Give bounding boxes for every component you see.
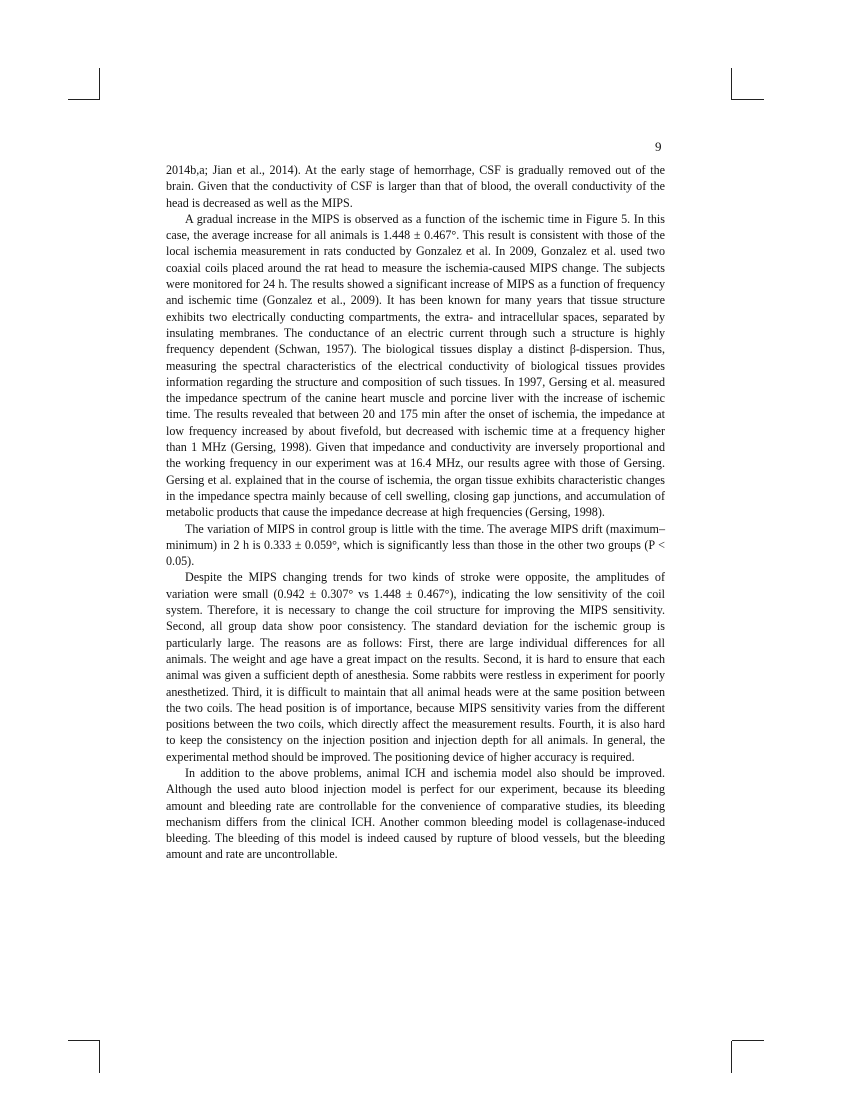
page-number: 9	[655, 139, 662, 154]
paragraph-sensitivity-limitations: Despite the MIPS changing trends for two kinds of stroke were opposite, the amplitudes of variation were small (0.942 ± 0.307° vs 1.448 ± 0.467°), indicating the low sensitivity of the coil system. Therefore, it is necessary to change the coil structure for improving the MIPS sensitivity. Second, all group data show poor consistency. The standard deviation for the ischemic group is particularly large. The reasons are as follows: First, there are large individual differences for all animals. The weight and age have a great impact on the results. Second, it is hard to ensure that each animal was given a sufficient depth of anesthesia. Some rabbits were restless in experiment for poorly anesthetized. Third, it is difficult to maintain that all animal heads were at the same position between the two coils. The head position is of importance, because MIPS sensitivity varies from the different positions between the two coils, which directly affect the measurement results. Fourth, it is also hard to keep the consistency on the injection position and injection depth for all animals. In general, the experimental method should be improved. The positioning device of higher accuracy is required.	[166, 570, 665, 764]
crop-mark-top-left-horizontal	[68, 99, 100, 100]
crop-mark-top-left-vertical	[99, 68, 100, 100]
paragraph-continuation: 2014b,a; Jian et al., 2014). At the early stage of hemorrhage, CSF is gradually removed out of the brain. Given that the conductivity of CSF is larger than that of blood, the overall conductivity of the head is decreased as well as the MIPS.	[166, 163, 665, 210]
crop-mark-top-right-vertical	[731, 68, 732, 100]
paragraph-model-improvement: In addition to the above problems, animal ICH and ischemia model also should be improved. Although the used auto blood injection model is perfect for our experiment, because its bleeding amount and bleeding rate are controllable for the convenience of comparative studies, its bleeding mechanism differs from the clinical ICH. Another common bleeding model is collagenase-induced bleeding. The bleeding of this model is indeed caused by rupture of blood vessels, but the bleeding amount and rate are uncontrollable.	[166, 765, 665, 862]
crop-mark-bottom-right-vertical	[731, 1041, 732, 1073]
crop-mark-bottom-right-horizontal	[732, 1040, 764, 1041]
crop-mark-top-right-horizontal	[732, 99, 764, 100]
paragraph-ischemia-mips-increase: A gradual increase in the MIPS is observed as a function of the ischemic time in Figure 5. In this case, the average increase for all animals is 1.448 ± 0.467°. This result is consistent with those of the local ischemia measurement in rats conducted by Gonzalez et al. In 2009, Gonzalez et al. used two coaxial coils placed around the rat head to measure the ischemia-caused MIPS change. The subjects were monitored for 24 h. The results showed a significant increase of MIPS as a function of frequency and ischemic time (Gonzalez et al., 2009). It has been known for many years that tissue structure exhibits two electrically conducting compartments, the extra- and intracellular spaces, separated by insulating membranes. The conductance of an electric current through such a structure is highly frequency dependent (Schwan, 1957). The biological tissues display a distinct β-dispersion. Thus, measuring the spectral characteristics of the electrical conductivity of biological tissues provides information regarding the structure and composition of such tissues. In 1997, Gersing et al. measured the impedance spectrum of the canine heart muscle and porcine liver with the increase of ischemic time. The results revealed that between 20 and 175 min after the onset of ischemia, the impedance at low frequency increased by about fivefold, but decreased with ischemic time at a frequency higher than 1 MHz (Gersing, 1998). Given that impedance and conductivity are inversely proportional and the working frequency in our experiment was at 16.4 MHz, our results agree with those of Gersing. Gersing et al. explained that in the course of ischemia, the organ tissue exhibits characteristic changes in the impedance spectra mainly because of cell swelling, closing gap junctions, and accumulation of metabolic products that cause the impedance decrease at high frequencies (Gersing, 1998).	[166, 211, 665, 520]
crop-mark-bottom-left-vertical	[99, 1041, 100, 1073]
crop-mark-bottom-left-horizontal	[68, 1040, 100, 1041]
body-text	[166, 162, 665, 863]
paragraph-control-group: The variation of MIPS in control group is little with the time. The average MIPS drift (maximum–minimum) in 2 h is 0.333 ± 0.059°, which is significantly less than those in the other two groups (P < 0.05).	[166, 521, 665, 569]
